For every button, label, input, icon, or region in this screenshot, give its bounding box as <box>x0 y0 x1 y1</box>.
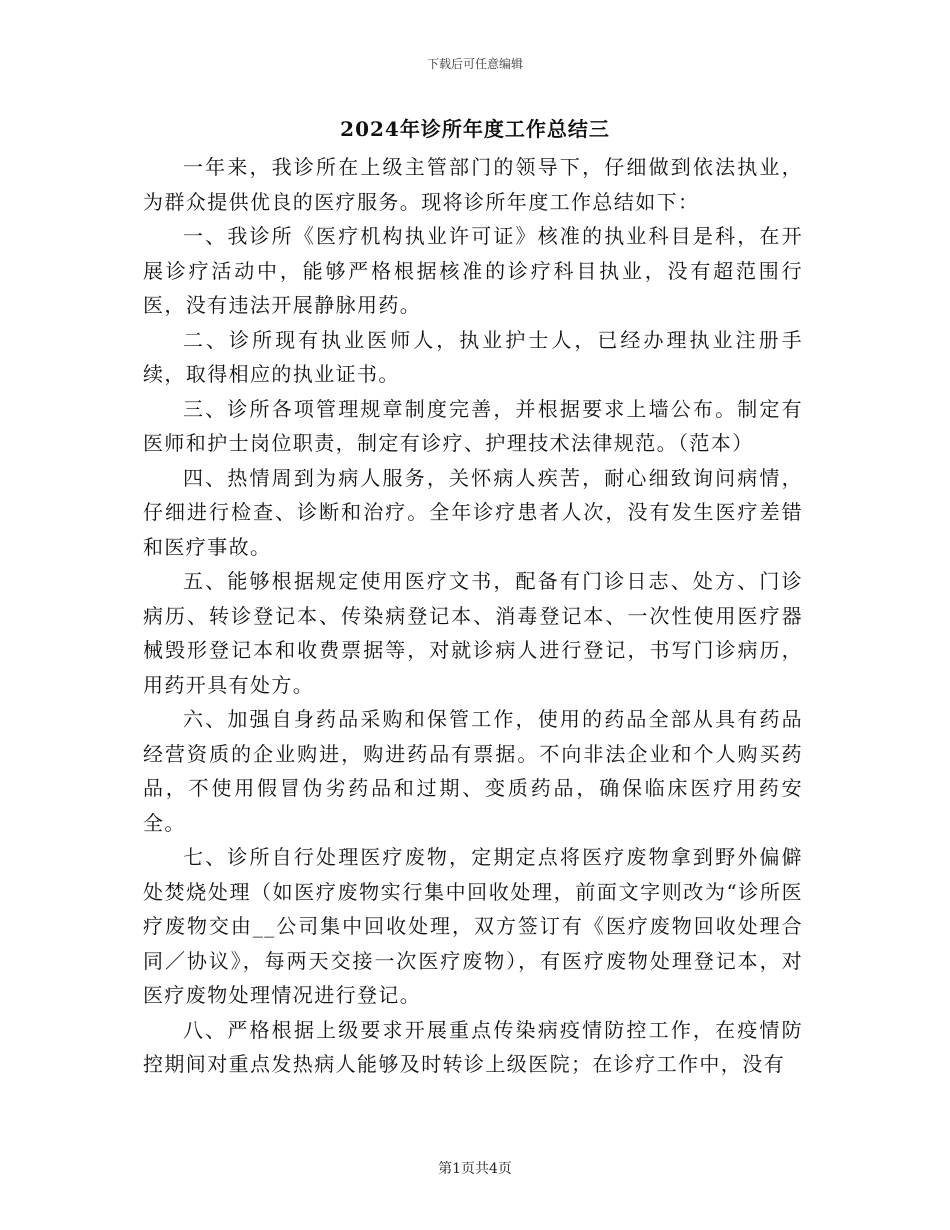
paragraph-2: 二、诊所现有执业医师人，执业护士人，已经办理执业注册手续，取得相应的执业证书。 <box>143 327 803 386</box>
paragraph-intro: 一年来，我诊所在上级主管部门的领导下，仔细做到依法执业，为群众提供优良的医疗服务。现将诊所年度工作总结如下： <box>143 155 803 214</box>
paragraph-5: 五、能够根据规定使用医疗文书，配备有门诊日志、处方、门诊病历、转诊登记本、传染病登记本、消毒登记本、一次性使用医疗器械毁形登记本和收费票据等，对就诊病人进行登记，书写门诊病历，用药开具有处方。 <box>143 569 803 697</box>
document-body <box>143 150 803 1082</box>
paragraph-4: 四、热情周到为病人服务，关怀病人疾苦，耐心细致询问病情，仔细进行检查、诊断和治疗。全年诊疗患者人次，没有发生医疗差错和医疗事故。 <box>143 465 803 559</box>
page-title: 2024年诊所年度工作总结三 <box>340 117 610 141</box>
page-header-note: 下载后可任意编辑 <box>426 57 523 71</box>
paragraph-7: 七、诊所自行处理医疗废物，定期定点将医疗废物拿到野外偏僻处焚烧处理（如医疗废物实行集中回收处理，前面文字则改为“诊所医疗废物交由__公司集中回收处理，双方签订有《医疗废物回收处理合同／协议》，每两天交接一次医疗废物），有医疗废物处理登记本，对医疗废物处理情况进行登记。 <box>143 845 803 1007</box>
paragraph-6: 六、加强自身药品采购和保管工作，使用的药品全部从具有药品经营资质的企业购进，购进药品有票据。不向非法企业和个人购买药品，不使用假冒伪劣药品和过期、变质药品，确保临床医疗用药安全。 <box>143 707 803 835</box>
paragraph-8: 八、严格根据上级要求开展重点传染病疫情防控工作，在疫情防控期间对重点发热病人能够及时转诊上级医院；在诊疗工作中，没有 <box>143 1017 803 1076</box>
paragraph-3: 三、诊所各项管理规章制度完善，并根据要求上墙公布。制定有医师和护士岗位职责，制定有诊疗、护理技术法律规范。（范本） <box>143 396 803 455</box>
paragraph-1: 一、我诊所《医疗机构执业许可证》核准的执业科目是科，在开展诊疗活动中，能够严格根据核准的诊疗科目执业，没有超范围行医，没有违法开展静脉用药。 <box>143 224 803 317</box>
page-footer-number: 第1页共4页 <box>438 1161 512 1177</box>
